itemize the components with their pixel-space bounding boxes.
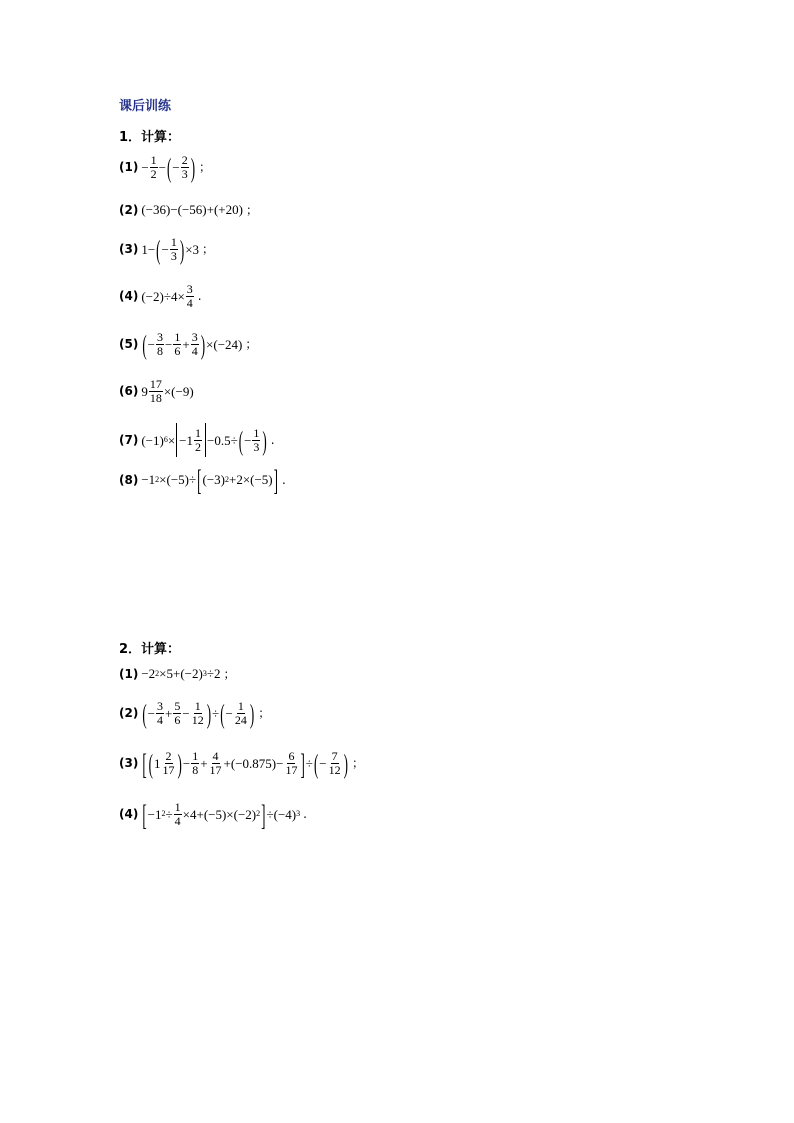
left-paren: ( <box>148 747 154 779</box>
minus-sign: − <box>182 755 191 771</box>
expression-part: ÷ <box>165 806 173 822</box>
fraction: $\frac{3}{8}$ <box>157 330 164 358</box>
right-bracket: ] <box>261 796 266 832</box>
problem-label: (4) <box>119 807 139 822</box>
left-paren: ( <box>156 233 161 265</box>
expression-part: ÷2 <box>206 666 221 681</box>
fraction: $\frac{3}{4}$ <box>157 699 164 727</box>
right-paren: ) <box>262 424 267 456</box>
mixed-whole: 1 <box>154 755 161 771</box>
fraction: $\frac{2}{3}$ <box>181 153 188 181</box>
exponent: 2 <box>224 474 229 484</box>
right-paren: ) <box>343 747 348 779</box>
left-paren: ( <box>142 328 147 360</box>
problem-label: (5) <box>119 337 139 352</box>
section-2-heading: 2．计算： <box>119 642 181 657</box>
fraction: $\frac{1}{2}$ <box>150 153 157 181</box>
problem-1-3 <box>119 233 215 265</box>
right-bracket: ] <box>300 745 305 781</box>
expression-part: (−2)÷4× <box>141 288 185 304</box>
problem-label: (6) <box>119 384 139 399</box>
fraction: $\frac{1}{6}$ <box>174 330 181 358</box>
fraction: $\frac{1}{4}$ <box>174 800 181 828</box>
right-paren: ) <box>177 747 182 779</box>
plus-sign: + <box>182 336 190 352</box>
problem-2-4 <box>119 796 307 832</box>
end-punct: . <box>270 433 275 447</box>
problem-label: (1) <box>119 666 139 681</box>
fraction: $\frac{7}{12}$ <box>328 749 341 777</box>
minus-sign: − <box>158 159 167 175</box>
expression-part: (−1) <box>141 432 164 448</box>
right-paren: ) <box>190 151 196 183</box>
minus-sign: − <box>319 755 327 771</box>
problem-label: (3) <box>119 756 139 771</box>
fraction: $\frac{3}{4}$ <box>186 282 193 310</box>
fraction: $\frac{1}{2}$ <box>195 425 202 454</box>
expression-part: × <box>167 432 176 448</box>
expression-part: 1− <box>141 241 156 257</box>
exponent: 6 <box>163 435 168 444</box>
fraction: $\frac{2}{17}$ <box>162 749 175 777</box>
problem-label: (1) <box>119 160 139 175</box>
problem-2-2 <box>119 697 271 729</box>
end-punct: ； <box>202 242 215 257</box>
left-paren: ( <box>238 424 244 456</box>
problem-1-6 <box>119 378 194 404</box>
expression-part: ×4+(−5)×(−2) <box>182 806 257 822</box>
minus-sign: − <box>172 159 180 175</box>
expression-part: −1 <box>147 806 162 822</box>
minus-sign: − <box>225 705 233 721</box>
fraction: $\frac{1}{8}$ <box>192 749 199 777</box>
expression-part: ×(−24) <box>206 336 243 352</box>
fraction: $\frac{1}{3}$ <box>170 235 177 263</box>
problem-label: (2) <box>119 706 139 721</box>
expression-part: +(−0.875)− <box>223 755 284 771</box>
mixed-whole: 9 <box>141 383 148 399</box>
absolute-value <box>176 423 206 457</box>
exponent: 2 <box>155 668 160 678</box>
expression-part: ×(−9) <box>163 383 194 399</box>
left-paren: ( <box>167 151 172 183</box>
problem-2-3 <box>119 745 364 781</box>
expression-part: ×3 <box>185 241 200 257</box>
problem-label: (3) <box>119 242 139 257</box>
expression: (−36)−(−56)+(+20) <box>141 202 243 217</box>
fraction: $\frac{17}{18}$ <box>149 377 162 405</box>
left-paren: ( <box>142 697 147 729</box>
end-punct: ； <box>245 202 258 217</box>
exponent: 2 <box>256 809 261 819</box>
fraction: $\frac{5}{6}$ <box>174 699 181 727</box>
problem-1-1 <box>119 151 212 183</box>
expression-part: ÷(−4) <box>266 806 297 822</box>
problem-label: (7) <box>119 433 139 447</box>
left-paren: ( <box>313 747 319 779</box>
left-bracket: [ <box>142 796 147 832</box>
left-bracket: [ <box>142 745 147 781</box>
minus-sign: − <box>244 432 252 448</box>
right-bracket: ] <box>273 462 278 497</box>
minus-sign: − <box>147 705 156 721</box>
end-punct: ； <box>245 337 258 352</box>
problem-1-4 <box>119 283 202 309</box>
left-bracket: [ <box>197 462 202 497</box>
plus-sign: + <box>200 755 208 771</box>
right-paren: ) <box>179 233 185 265</box>
expression-part: −1 <box>179 432 194 448</box>
plus-sign: + <box>165 705 173 721</box>
expression-part: ×5+(−2) <box>159 666 203 681</box>
problem-2-1 <box>119 667 235 680</box>
problem-1-5 <box>119 328 258 360</box>
left-paren: ( <box>220 697 225 729</box>
problem-label: (4) <box>119 289 139 304</box>
end-punct: ； <box>223 666 236 681</box>
fraction: $\frac{3}{4}$ <box>191 330 198 358</box>
problem-1-2 <box>119 203 258 216</box>
exponent: 2 <box>161 809 166 819</box>
end-punct: . <box>303 807 307 822</box>
minus-sign: − <box>147 336 156 352</box>
minus-sign: − <box>161 241 169 257</box>
expression-part: (−3) <box>202 472 225 487</box>
end-punct: ； <box>199 160 212 175</box>
expression-part: −0.5÷ <box>207 432 238 448</box>
problem-1-8 <box>119 462 286 497</box>
right-paren: ) <box>200 328 206 360</box>
problem-1-7 <box>119 423 275 457</box>
minus-sign: − <box>182 705 190 721</box>
fraction: $\frac{1}{3}$ <box>253 425 260 454</box>
expression-part: −2 <box>141 666 156 681</box>
end-punct: ； <box>258 706 271 721</box>
exponent: 2 <box>155 474 160 484</box>
right-paren: ) <box>249 697 255 729</box>
fraction: $\frac{6}{17}$ <box>285 749 298 777</box>
page-title: 课后训练 <box>119 99 172 114</box>
fraction: $\frac{1}{12}$ <box>191 699 204 727</box>
end-punct: ； <box>351 756 364 771</box>
expression-part: ×(−5)÷ <box>159 472 197 487</box>
problem-label: (2) <box>119 202 139 217</box>
fraction: $\frac{4}{17}$ <box>209 749 222 777</box>
divide-sign: ÷ <box>305 755 313 771</box>
fraction: $\frac{1}{24}$ <box>234 699 247 727</box>
section-1-heading: 1．计算： <box>119 130 181 145</box>
minus-sign: − <box>165 336 173 352</box>
minus-sign: − <box>141 159 149 175</box>
divide-sign: ÷ <box>212 705 220 721</box>
end-punct: . <box>281 472 286 487</box>
exponent: 3 <box>296 809 301 819</box>
expression-part: +2×(−5) <box>228 472 273 487</box>
exponent: 3 <box>202 668 207 678</box>
problem-label: (8) <box>119 472 139 487</box>
expression-part: −1 <box>141 472 156 487</box>
right-paren: ) <box>206 697 212 729</box>
end-punct: . <box>197 289 202 304</box>
